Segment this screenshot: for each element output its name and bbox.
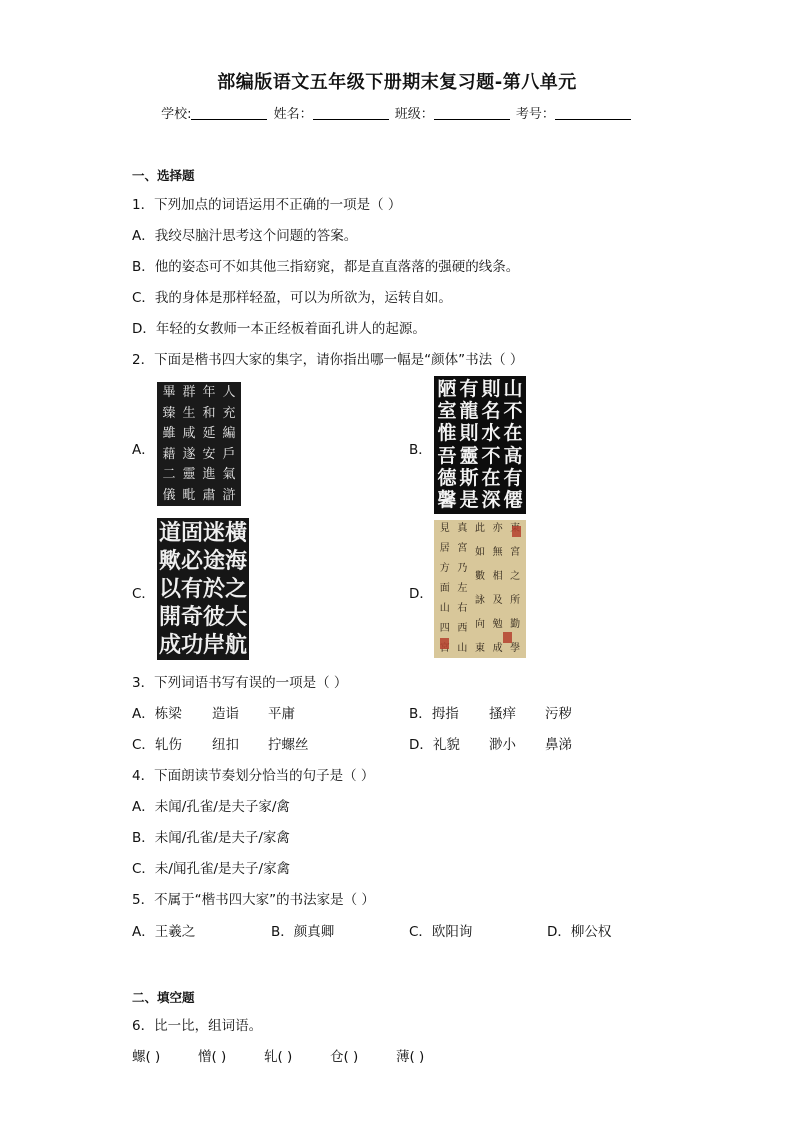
compare-item[interactable]: 仓( ) <box>330 1049 359 1065</box>
calligraphy-character: 年 <box>202 385 216 400</box>
calligraphy-character: 以 <box>159 576 182 602</box>
calligraphy-character: 山 <box>439 603 450 614</box>
calligraphy-character: 滸 <box>222 487 236 503</box>
calligraphy-character: 安 <box>202 446 216 462</box>
calligraphy-character: 是 <box>459 488 479 511</box>
number-label: 考号： <box>515 107 555 122</box>
class-blank[interactable] <box>434 106 510 120</box>
q1-stem: 1．下列加点的词语运用不正确的一项是（ ） <box>132 197 402 213</box>
calligraphy-column <box>493 524 503 654</box>
calligraphy-column <box>457 524 467 654</box>
calligraphy-image-d[interactable] <box>434 520 526 658</box>
calligraphy-character: 勉 <box>492 619 503 630</box>
number-blank[interactable] <box>555 106 631 120</box>
calligraphy-character: 數 <box>474 571 485 582</box>
calligraphy-character: 相 <box>492 571 503 582</box>
calligraphy-character: 深 <box>481 488 501 511</box>
calligraphy-character: 充 <box>222 405 236 421</box>
calligraphy-character: 龍 <box>459 400 479 423</box>
calligraphy-character: 不 <box>481 444 501 467</box>
calligraphy-character: 途 <box>203 548 226 574</box>
calligraphy-character: 面 <box>439 583 450 594</box>
q4-stem: 4．下面朗读节奏划分恰当的句子是（ ） <box>132 768 375 784</box>
calligraphy-character: 開 <box>159 604 182 630</box>
calligraphy-character: 在 <box>481 466 501 489</box>
calligraphy-column <box>181 522 203 656</box>
calligraphy-character: 及 <box>492 595 503 606</box>
calligraphy-character: 於 <box>203 576 226 602</box>
word: 平庸 <box>268 706 295 722</box>
calligraphy-character: 和 <box>202 405 216 421</box>
word: B．拇指 <box>409 706 459 722</box>
calligraphy-character: 岸 <box>203 632 226 658</box>
calligraphy-character: 東 <box>474 643 485 654</box>
calligraphy-character: 臻 <box>162 405 176 421</box>
calligraphy-character: 雖 <box>162 426 176 442</box>
calligraphy-character: 不 <box>503 400 523 423</box>
calligraphy-character: 儀 <box>162 487 176 503</box>
q2-stem: 2．下面是楷书四大家的集字，请你指出哪一幅是“颜体”书法（ ） <box>132 352 524 368</box>
word: 污秽 <box>545 706 572 722</box>
calligraphy-column <box>182 386 195 502</box>
calligraphy-character: 編 <box>222 426 236 442</box>
calligraphy-character: 真 <box>457 523 468 534</box>
calligraphy-character: 西 <box>457 623 468 634</box>
calligraphy-character: 德 <box>437 466 457 489</box>
calligraphy-character: 之 <box>510 571 521 582</box>
seal-stamp <box>440 638 449 649</box>
calligraphy-character: 陋 <box>437 378 457 400</box>
calligraphy-character: 肅 <box>202 487 216 503</box>
calligraphy-column <box>202 386 215 502</box>
class-label: 班级： <box>394 107 434 122</box>
q3-option-c[interactable] <box>132 733 309 753</box>
calligraphy-column <box>225 522 247 656</box>
calligraphy-character: 道 <box>159 520 182 546</box>
calligraphy-character: 之 <box>225 576 248 602</box>
q4-option-b[interactable]: B．未闻/孔雀/是夫子/家禽 <box>132 830 290 846</box>
calligraphy-character: 奇 <box>181 604 204 630</box>
calligraphy-character: 馨 <box>437 488 457 511</box>
calligraphy-character: 在 <box>503 422 523 445</box>
q3-option-d[interactable] <box>409 733 572 753</box>
q2-option-a-label[interactable]: A． <box>132 442 155 458</box>
calligraphy-character: 進 <box>202 467 216 483</box>
q5-option-b[interactable]: B．颜真卿 <box>271 924 335 940</box>
calligraphy-character: 有 <box>181 576 204 602</box>
calligraphy-character: 生 <box>182 405 196 421</box>
calligraphy-character: 群 <box>182 385 196 400</box>
calligraphy-image-c[interactable] <box>157 518 249 660</box>
calligraphy-character: 名 <box>481 400 501 423</box>
calligraphy-character: 室 <box>437 400 457 423</box>
calligraphy-character: 高 <box>503 444 523 467</box>
compare-item[interactable]: 螺( ) <box>132 1049 161 1065</box>
calligraphy-character: 航 <box>225 632 248 658</box>
q3-stem: 3．下列词语书写有误的一项是（ ） <box>132 675 348 691</box>
calligraphy-character: 此 <box>474 523 485 534</box>
calligraphy-character: 四 <box>439 623 450 634</box>
q3-option-a[interactable] <box>132 702 295 722</box>
calligraphy-character: 咸 <box>182 426 196 442</box>
name-label: 姓名： <box>273 107 313 122</box>
q1-option-a[interactable]: A．我绞尽脑汁思考这个问题的答案。 <box>132 228 358 244</box>
calligraphy-character: 毗 <box>182 487 196 503</box>
calligraphy-image-b[interactable] <box>434 376 526 514</box>
calligraphy-column <box>203 522 225 656</box>
q5-option-a[interactable]: A．王羲之 <box>132 924 196 940</box>
calligraphy-character: 靈 <box>459 444 479 467</box>
calligraphy-column <box>162 386 175 502</box>
calligraphy-character: 山 <box>457 643 468 654</box>
calligraphy-character: 吾 <box>437 444 457 467</box>
calligraphy-character: 勤 <box>510 619 521 630</box>
calligraphy-column <box>459 380 478 510</box>
word: 搔痒 <box>489 706 516 722</box>
calligraphy-column <box>503 380 522 510</box>
calligraphy-character: 方 <box>439 563 450 574</box>
calligraphy-character: 宮 <box>457 543 468 554</box>
calligraphy-character: 則 <box>459 422 479 445</box>
calligraphy-character: 左 <box>457 583 468 594</box>
calligraphy-column <box>440 524 450 654</box>
q5-option-d[interactable]: D．柳公权 <box>547 924 612 940</box>
calligraphy-character: 斯 <box>459 466 479 489</box>
word: C．轧伤 <box>132 737 182 753</box>
calligraphy-character: 學 <box>510 643 521 654</box>
q5-option-c[interactable]: C．欧阳询 <box>409 924 473 940</box>
q2-option-c-label[interactable]: C． <box>132 586 155 602</box>
calligraphy-character: 僊 <box>503 488 523 511</box>
calligraphy-character: 無 <box>492 547 503 558</box>
school-label: 学校: <box>161 107 192 122</box>
compare-item[interactable]: 轧( ) <box>264 1049 293 1065</box>
calligraphy-character: 山 <box>503 378 523 400</box>
section-choice-heading: 一、选择题 <box>132 168 195 183</box>
calligraphy-character: 大 <box>225 604 248 630</box>
calligraphy-character: 人 <box>222 385 236 400</box>
calligraphy-character: 靈 <box>182 467 196 483</box>
calligraphy-column <box>222 386 235 502</box>
q2-option-b-label[interactable]: B． <box>409 442 432 458</box>
calligraphy-column <box>481 380 500 510</box>
calligraphy-character: 二 <box>162 467 176 483</box>
calligraphy-column <box>159 522 181 656</box>
calligraphy-character: 必 <box>181 548 204 574</box>
calligraphy-column <box>475 524 485 654</box>
name-blank[interactable] <box>313 106 389 120</box>
calligraphy-column <box>437 380 456 510</box>
q1-option-b[interactable]: B．他的姿态可不如其他三指窈窕，都是直直落落的强硬的线条。 <box>132 259 520 275</box>
q1-option-d[interactable]: D．年轻的女教师一本正经板着面孔讲人的起源。 <box>132 321 426 337</box>
calligraphy-character: 所 <box>510 595 521 606</box>
calligraphy-character: 宮 <box>510 547 521 558</box>
q3-option-b[interactable] <box>409 702 572 722</box>
calligraphy-character: 有 <box>459 378 479 400</box>
q6-items <box>132 1045 424 1065</box>
seal-stamp <box>503 632 512 643</box>
calligraphy-character: 水 <box>481 422 501 445</box>
calligraphy-character: 畢 <box>162 385 176 400</box>
school-blank[interactable] <box>191 106 267 120</box>
seal-stamp <box>512 526 521 537</box>
compare-item[interactable]: 憎( ) <box>198 1049 227 1065</box>
word: 渺小 <box>489 737 516 753</box>
word: 纽扣 <box>212 737 239 753</box>
q1-option-c[interactable]: C．我的身体是那样轻盈，可以为所欲为，运转自如。 <box>132 290 452 306</box>
calligraphy-character: 彼 <box>203 604 226 630</box>
calligraphy-character: 右 <box>457 603 468 614</box>
section-fill-heading: 二、填空题 <box>132 990 195 1005</box>
word: 鼻涕 <box>545 737 572 753</box>
calligraphy-character: 成 <box>492 643 503 654</box>
q2-option-d-label[interactable]: D． <box>409 586 433 602</box>
calligraphy-character: 戶 <box>222 446 236 462</box>
calligraphy-character: 延 <box>202 426 216 442</box>
calligraphy-character: 藉 <box>162 446 176 462</box>
calligraphy-character: 見 <box>439 523 450 534</box>
calligraphy-character: 居 <box>439 543 450 554</box>
calligraphy-character: 有 <box>503 466 523 489</box>
calligraphy-character: 迷 <box>203 520 226 546</box>
calligraphy-character: 橫 <box>225 520 248 546</box>
compare-item[interactable]: 薄( ) <box>396 1049 425 1065</box>
calligraphy-character: 歟 <box>159 548 182 574</box>
calligraphy-character: 則 <box>481 378 501 400</box>
calligraphy-character: 功 <box>181 632 204 658</box>
word: 造诣 <box>212 706 239 722</box>
calligraphy-character: 遂 <box>182 446 196 462</box>
calligraphy-character: 固 <box>181 520 204 546</box>
calligraphy-character: 如 <box>474 547 485 558</box>
word: 拧螺丝 <box>268 737 309 753</box>
q4-option-c[interactable]: C．未/闻孔雀/是夫子/家禽 <box>132 861 291 877</box>
calligraphy-character: 成 <box>159 632 182 658</box>
calligraphy-character: 向 <box>474 619 485 630</box>
calligraphy-character: 惟 <box>437 422 457 445</box>
word: D．礼貌 <box>409 737 460 753</box>
calligraphy-character: 海 <box>225 548 248 574</box>
calligraphy-character: 氣 <box>222 467 236 483</box>
q5-stem: 5．不属于“楷书四大家”的书法家是（ ） <box>132 892 375 908</box>
calligraphy-character: 亦 <box>492 523 503 534</box>
calligraphy-character: 詠 <box>474 595 485 606</box>
q4-option-a[interactable]: A．未闻/孔雀/是夫子家/禽 <box>132 799 290 815</box>
page-title: 部编版语文五年级下册期末复习题-第八单元 <box>217 72 577 93</box>
word: A．栋梁 <box>132 706 182 722</box>
calligraphy-image-a[interactable] <box>157 382 241 506</box>
q6-stem: 6．比一比，组词语。 <box>132 1018 263 1034</box>
student-info-row <box>0 103 794 122</box>
calligraphy-character: 乃 <box>457 563 468 574</box>
